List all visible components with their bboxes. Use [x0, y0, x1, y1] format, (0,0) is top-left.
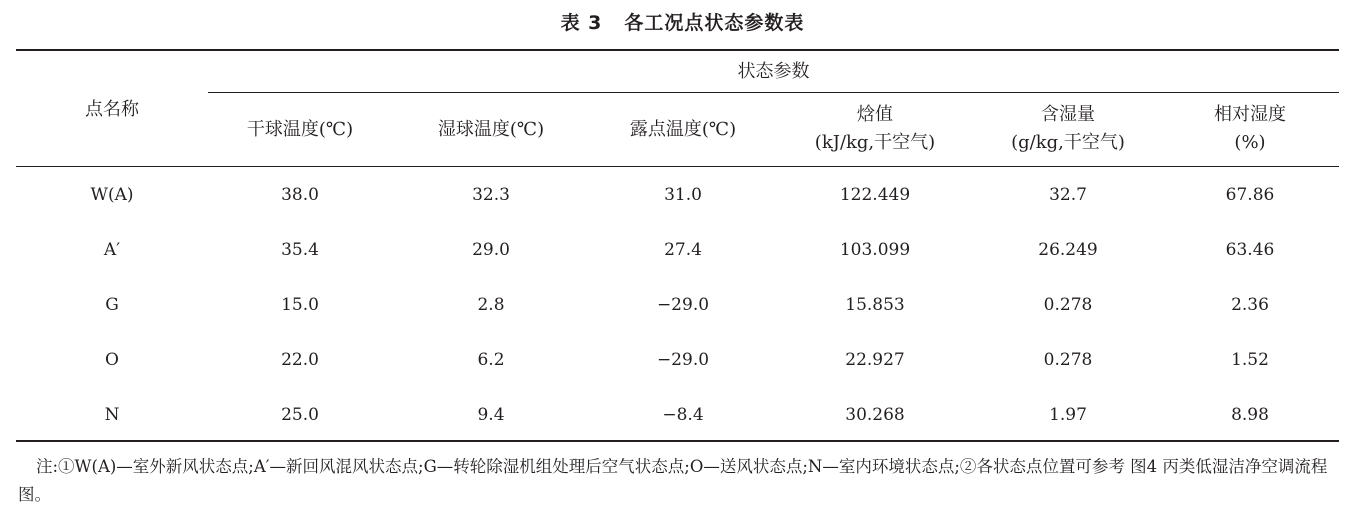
group-rule [208, 92, 1339, 93]
table-cell: 30.268 [845, 405, 905, 425]
table-cell: 6.2 [477, 350, 505, 370]
table-cell: 32.7 [1049, 185, 1087, 205]
table-cell: 63.46 [1225, 240, 1275, 260]
table-note: 注:①W(A)—室外新风状态点;A′—新回风混风状态点;G—转轮除湿机组处理后空气状态点;O—送风状态点;N—室内环境状态点;②各状态点位置可参考 图4 丙类低湿洁净空调流程图。 [18, 457, 1328, 504]
column-header-unit: (%) [1234, 132, 1266, 153]
row-name: W(A) [90, 185, 134, 205]
table-cell: 0.278 [1043, 295, 1093, 315]
table-cell: 22.0 [281, 350, 319, 370]
table-title: 各工况点状态参数表 [624, 12, 805, 34]
row-header: 点名称 [85, 99, 139, 120]
table-cell: 1.97 [1049, 405, 1087, 425]
table-cell: 8.98 [1231, 405, 1269, 425]
table-cell: 0.278 [1043, 350, 1093, 370]
table-cell: 27.4 [664, 240, 702, 260]
table-cell: 38.0 [281, 185, 319, 205]
table-cell: −29.0 [656, 350, 710, 370]
table-caption [0, 8, 1365, 35]
row-name: N [104, 405, 120, 425]
top-rule [16, 49, 1339, 51]
column-header-unit: (kJ/kg,干空气) [814, 132, 936, 153]
table-cell: 32.3 [472, 185, 510, 205]
column-header-unit: (g/kg,干空气) [1011, 132, 1125, 153]
table-cell: 26.249 [1038, 240, 1098, 260]
table-cell: 15.853 [845, 295, 905, 315]
table-cell: 35.4 [281, 240, 319, 260]
table-cell: 9.4 [477, 405, 505, 425]
table-cell: 2.8 [477, 295, 505, 315]
column-header: 焓值 [857, 104, 893, 125]
row-name: A′ [103, 240, 121, 260]
row-name: O [105, 350, 119, 370]
bottom-rule [16, 440, 1339, 442]
table-cell: 1.52 [1231, 350, 1269, 370]
header-rule [16, 166, 1339, 167]
row-name: G [105, 295, 119, 315]
column-header: 湿球温度(℃) [437, 119, 545, 140]
table-number: 表 3 [560, 12, 603, 34]
column-header: 相对湿度 [1214, 104, 1286, 125]
column-header: 干球温度(℃) [246, 119, 354, 140]
column-header: 含湿量 [1041, 104, 1095, 125]
group-header: 状态参数 [737, 61, 810, 82]
table-cell: 2.36 [1231, 295, 1269, 315]
table-cell: −8.4 [662, 405, 704, 425]
table-cell: −29.0 [656, 295, 710, 315]
column-header: 露点温度(℃) [629, 119, 737, 140]
table-cell: 29.0 [472, 240, 510, 260]
table-cell: 25.0 [281, 405, 319, 425]
table-cell: 122.449 [839, 185, 911, 205]
table-cell: 103.099 [839, 240, 911, 260]
table-cell: 22.927 [845, 350, 905, 370]
table-cell: 31.0 [664, 185, 702, 205]
table-cell: 67.86 [1225, 185, 1275, 205]
table-cell: 15.0 [281, 295, 319, 315]
